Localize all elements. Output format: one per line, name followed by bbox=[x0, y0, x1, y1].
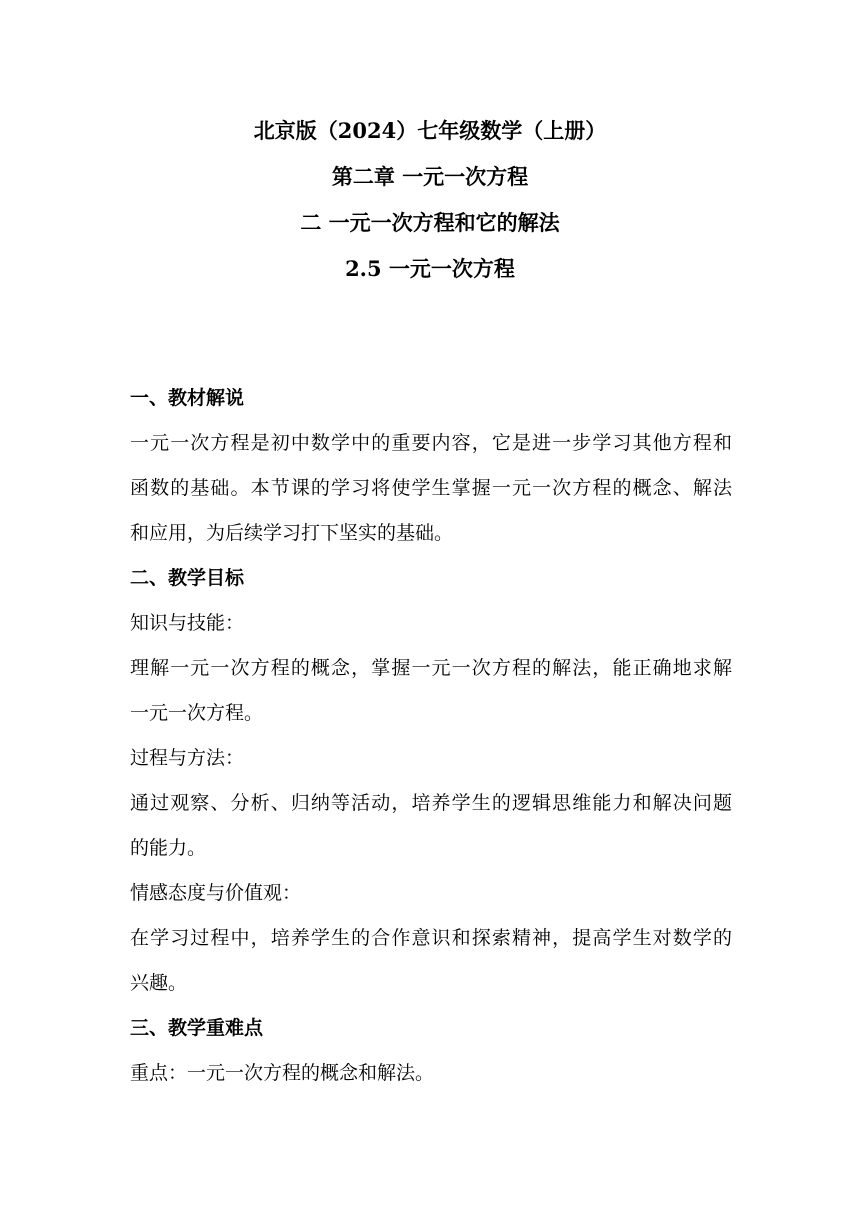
paragraph-line: 的能力。 bbox=[130, 837, 207, 859]
textbook-title: 北京版（2024）七年级数学（上册） bbox=[253, 118, 607, 143]
section-heading: 三、教学重难点 bbox=[130, 1017, 264, 1039]
section-key-difficulties bbox=[130, 1006, 732, 1096]
subsection-label: 过程与方法： bbox=[130, 747, 245, 769]
paragraph-line: 重点：一元一次方程的概念和解法。 bbox=[130, 1062, 435, 1084]
paragraph-line: 在学习过程中，培养学生的合作意识和探索精神，提高学生对数学的 bbox=[130, 927, 732, 949]
section-heading: 一、教材解说 bbox=[130, 387, 245, 409]
section-teaching-objectives bbox=[130, 556, 732, 1006]
title-block bbox=[0, 108, 860, 292]
paragraph-line: 一元一次方程。 bbox=[130, 702, 264, 724]
section-heading: 二、教学目标 bbox=[130, 567, 245, 589]
section-textbook-analysis bbox=[130, 376, 732, 556]
paragraph-line: 通过观察、分析、归纳等活动，培养学生的逻辑思维能力和解决问题 bbox=[130, 792, 732, 814]
chapter-title: 第二章 一元一次方程 bbox=[331, 164, 529, 189]
subsection-label: 知识与技能： bbox=[130, 612, 245, 634]
unit-title: 二 一元一次方程和它的解法 bbox=[300, 210, 560, 235]
paragraph-line: 和应用，为后续学习打下坚实的基础。 bbox=[130, 522, 454, 544]
paragraph-line: 理解一元一次方程的概念，掌握一元一次方程的解法，能正确地求解 bbox=[130, 657, 732, 679]
paragraph-line: 兴趣。 bbox=[130, 972, 188, 994]
subsection-label: 情感态度与价值观： bbox=[130, 882, 302, 904]
paragraph-line: 一元一次方程是初中数学中的重要内容，它是进一步学习其他方程和 bbox=[130, 432, 732, 454]
lesson-title: 2.5 一元一次方程 bbox=[345, 256, 515, 281]
paragraph-line: 函数的基础。本节课的学习将使学生掌握一元一次方程的概念、解法 bbox=[130, 477, 732, 499]
document-body bbox=[130, 376, 732, 1096]
